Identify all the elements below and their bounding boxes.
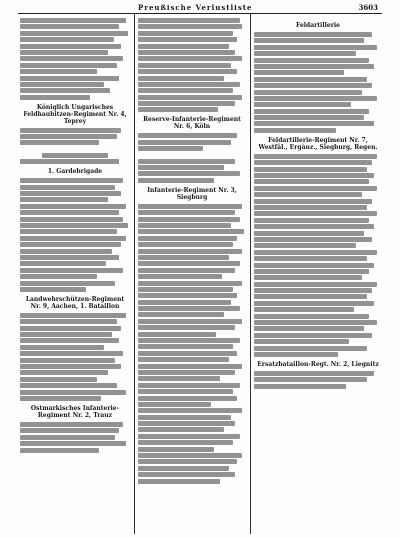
section-heading: Königlich Ungarisches Feldhaubitzen-Regiment Nr. 4, Teprey bbox=[23, 103, 127, 125]
section-heading: Landwehrschützen-Regiment Nr. 9, Aachen, 1. Bataillon bbox=[25, 295, 125, 310]
text-column-left bbox=[20, 18, 130, 454]
text-column-middle bbox=[138, 18, 246, 485]
section-heading: Reserve-Infanterie-Regiment Nr. 6, Köln bbox=[143, 116, 241, 131]
section-heading: Infanterie-Regiment Nr. 3, Siegburg bbox=[147, 186, 237, 201]
section-heading: Feldartillerie bbox=[296, 22, 340, 29]
section-heading: Ersatzbataillon-Regt. Nr. 2, Liegnitz bbox=[257, 360, 379, 368]
section-heading: 1. Gardebrigade bbox=[47, 168, 103, 176]
column-divider bbox=[134, 14, 135, 534]
running-head: Preußische Verlustliste bbox=[138, 3, 253, 12]
section-heading: Feldartillerie-Regiment Nr. 7, Westfäl., Ergänz., Siegburg, Regen. bbox=[258, 136, 378, 151]
column-divider bbox=[250, 14, 251, 534]
page-number: 3603 bbox=[358, 3, 378, 12]
section-heading: Ostmarkisches Infanterie-Regiment Nr. 2, Trauz bbox=[30, 404, 120, 419]
header-rule bbox=[18, 13, 382, 14]
text-column-right bbox=[254, 18, 382, 390]
